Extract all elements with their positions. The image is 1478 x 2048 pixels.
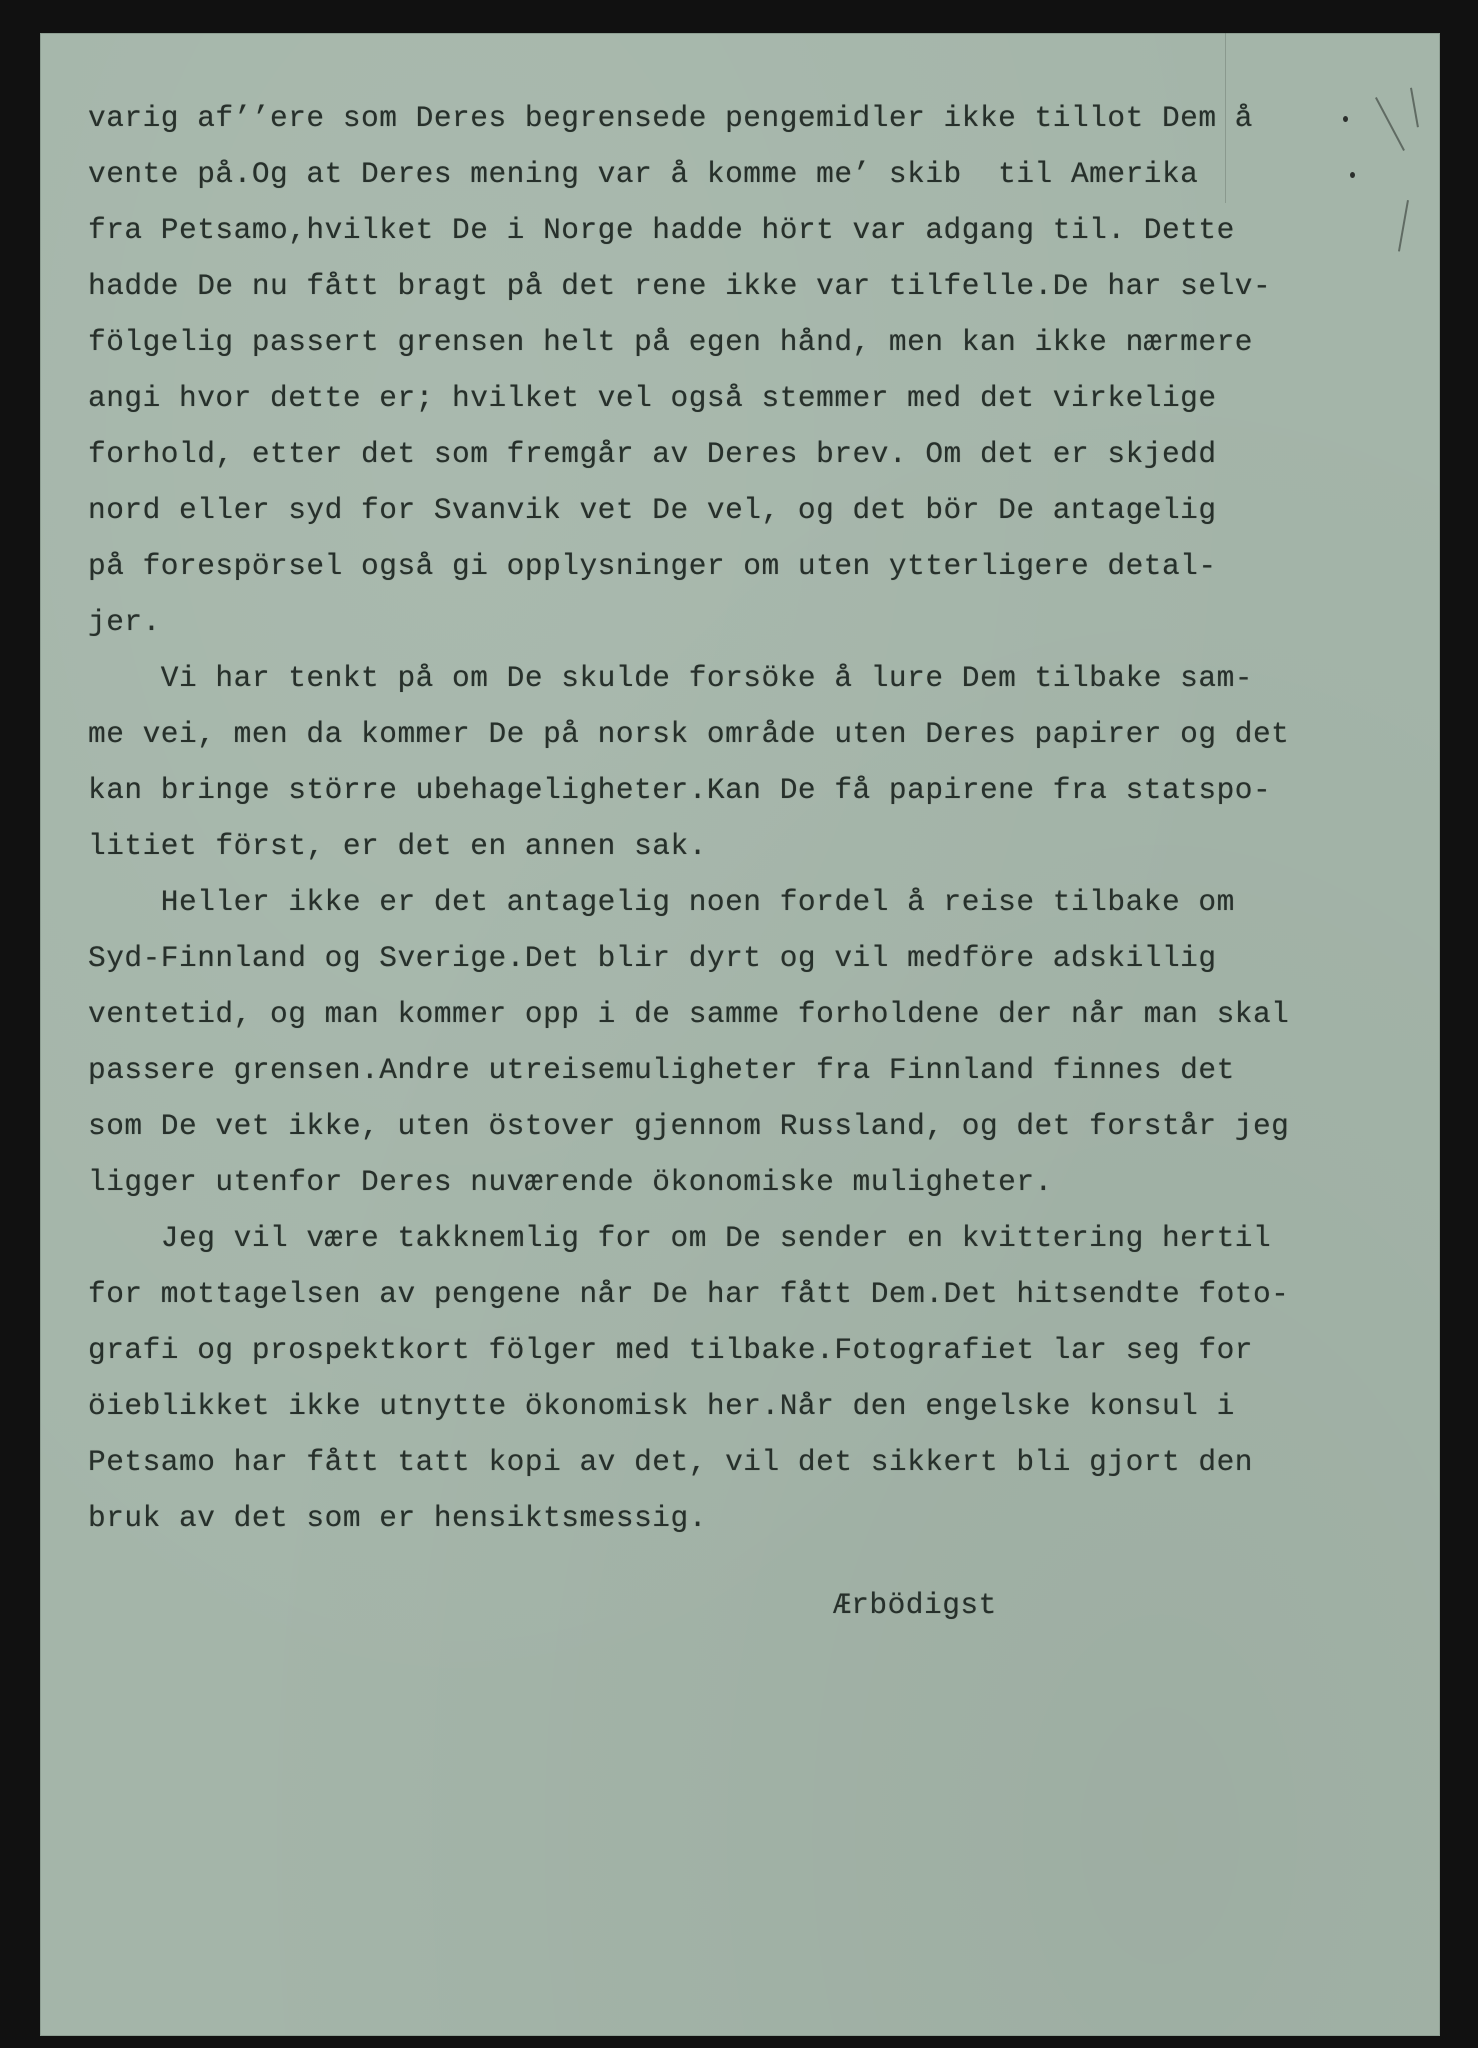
text-line: forhold, etter det som fremgår av Deres brev. Om det er skjedd xyxy=(88,437,1217,471)
text-line: på forespörsel også gi opplysninger om uten ytterligere detal- xyxy=(88,549,1217,583)
text-line: Vi har tenkt på om De skulde forsöke å lure Dem tilbake sam- xyxy=(88,661,1253,695)
text-line: fölgelig passert grensen helt på egen hånd, men kan ikke nærmere xyxy=(88,325,1253,359)
text-line: fra Petsamo,hvilket De i Norge hadde hört var adgang til. Dette xyxy=(88,213,1235,247)
text-line: Jeg vil være takknemlig for om De sender en kvittering hertil xyxy=(88,1221,1272,1255)
text-line: nord eller syd for Svanvik vet De vel, og det bör De antagelig xyxy=(88,493,1217,527)
paragraph xyxy=(88,1210,1290,1546)
paragraph xyxy=(88,874,1290,1210)
text-line: hadde De nu fått bragt på det rene ikke var tilfelle.De har selv- xyxy=(88,269,1272,303)
text-line: jer. xyxy=(88,605,161,639)
text-line: Petsamo har fått tatt kopi av det, vil det sikkert bli gjort den xyxy=(88,1445,1253,1479)
text-line: kan bringe större ubehageligheter.Kan De få papirene fra statspo- xyxy=(88,773,1272,807)
margin-dot xyxy=(1350,172,1355,178)
paragraph xyxy=(88,650,1290,874)
text-line: ventetid, og man kommer opp i de samme forholdene der når man skal xyxy=(88,997,1290,1031)
text-line: for mottagelsen av pengene når De har fått Dem.Det hitsendte foto- xyxy=(88,1277,1290,1311)
closing-salutation: Ærbödigst xyxy=(833,1588,997,1622)
text-line: varig af’’ere som Deres begrensede pengemidler ikke tillot Dem å xyxy=(88,101,1253,135)
text-line: angi hvor dette er; hvilket vel også stemmer med det virkelige xyxy=(88,381,1217,415)
text-line: Heller ikke er det antagelig noen fordel å reise tilbake om xyxy=(88,885,1235,919)
paragraph xyxy=(88,90,1272,650)
text-line: Syd-Finnland og Sverige.Det blir dyrt og vil medföre adskillig xyxy=(88,941,1217,975)
text-line: bruk av det som er hensiktsmessig. xyxy=(88,1501,707,1535)
text-line: litiet först, er det en annen sak. xyxy=(88,829,707,863)
text-line: öieblikket ikke utnytte ökonomisk her.Når den engelske konsul i xyxy=(88,1389,1235,1423)
text-line: ligger utenfor Deres nuværende ökonomiske muligheter. xyxy=(88,1165,1053,1199)
text-line: me vei, men da kommer De på norsk område uten Deres papirer og det xyxy=(88,717,1290,751)
text-line: passere grensen.Andre utreisemuligheter fra Finnland finnes det xyxy=(88,1053,1235,1087)
letter-body xyxy=(88,90,1290,1546)
text-line: som De vet ikke, uten östover gjennom Russland, og det forstår jeg xyxy=(88,1109,1290,1143)
text-line: grafi og prospektkort fölger med tilbake.Fotografiet lar seg for xyxy=(88,1333,1253,1367)
margin-dot xyxy=(1343,116,1348,122)
text-line: vente på.Og at Deres mening var å komme me’ skib til Amerika xyxy=(88,157,1199,191)
